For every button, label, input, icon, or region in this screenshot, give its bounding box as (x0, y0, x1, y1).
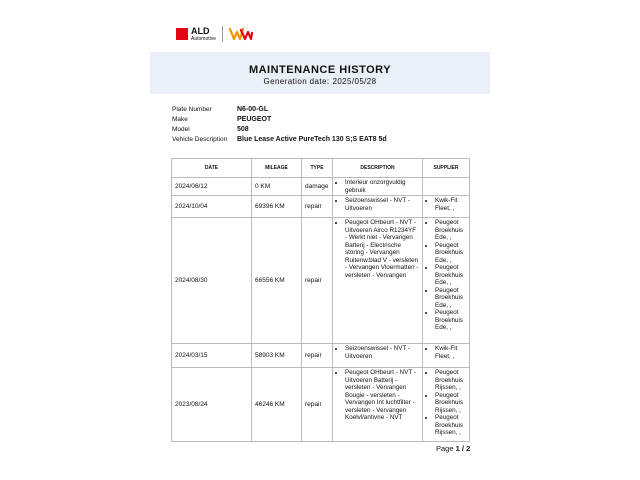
description-cell (333, 178, 423, 196)
vehicle-info (172, 104, 387, 144)
page-total: 2 (466, 444, 471, 453)
description-list (336, 179, 419, 194)
page-title: MAINTENANCE HISTORY (248, 64, 392, 76)
supplier-item: • Peugeot Broekhuis Ede, , (435, 242, 466, 265)
description-list (336, 345, 419, 360)
table-row (172, 196, 470, 218)
supplier-item: • Peugeot Broekhuis Ede, , (435, 264, 466, 287)
supplier-cell (423, 344, 470, 368)
generation-date-label: Generation date: (263, 77, 330, 86)
column-header: DATE (172, 159, 252, 178)
vehicle-info-value: PEUGEOT (237, 115, 272, 123)
supplier-list (426, 197, 466, 212)
description-item: • Interieur onzorgvuldig gebruik (345, 179, 419, 194)
vehicle-info-row (172, 124, 387, 134)
type-cell: repair (302, 344, 333, 368)
supplier-item: • Peugeot Broekhuis Ede, , (435, 309, 466, 332)
supplier-list (426, 219, 466, 332)
type-cell: repair (302, 196, 333, 218)
vehicle-info-label: Plate Number (172, 105, 212, 113)
description-item: • Peugeot OHbeurt - NVT - Uitvoeren Airco R1234YF - Werkt niet - Vervangen Batterij - Electrische storing - Vervangen Ruitenw.blad V - versleten - Vervangen Vloermatten - versleten - Vervangen (345, 219, 419, 279)
description-item: • Seizoenswissel - NVT - Uitvoeren (345, 197, 419, 212)
description-cell (333, 218, 423, 344)
vehicle-info-row (172, 104, 387, 114)
vehicle-info-label: Make (172, 115, 188, 123)
vehicle-info-row (172, 134, 387, 144)
page-separator: / (461, 444, 464, 453)
generation-date-line (150, 77, 490, 86)
maintenance-table (171, 158, 470, 442)
description-item: • Seizoenswissel - NVT - Uitvoeren (345, 345, 419, 360)
supplier-item: • Peugeot Broekhuis Rijssen, , (435, 392, 466, 415)
partner-logo-icon (229, 27, 253, 41)
table-row (172, 178, 470, 196)
vehicle-info-label: Vehicle Description (172, 135, 228, 143)
supplier-cell (423, 368, 470, 442)
mileage-cell: 46246 KM (252, 368, 302, 442)
logo-area (176, 24, 253, 44)
description-list (336, 219, 419, 279)
page-current: 1 (455, 444, 460, 453)
type-cell: repair (302, 368, 333, 442)
date-cell: 2024/06/12 (172, 178, 252, 196)
supplier-cell (423, 218, 470, 344)
date-cell: 2023/08/24 (172, 368, 252, 442)
column-header: TYPE (302, 159, 333, 178)
date-cell: 2024/03/15 (172, 344, 252, 368)
description-cell (333, 344, 423, 368)
supplier-item: • Peugeot Broekhuis Rijssen, , (435, 414, 466, 437)
description-cell (333, 196, 423, 218)
vehicle-info-label: Model (172, 125, 190, 133)
vehicle-info-value: N6-00-GL (237, 105, 269, 113)
mileage-cell: 66556 KM (252, 218, 302, 344)
supplier-list (426, 345, 466, 360)
date-cell: 2024/10/04 (172, 196, 252, 218)
date-cell: 2024/08/30 (172, 218, 252, 344)
supplier-item: • Peugeot Broekhuis Rijssen, , (435, 369, 466, 392)
column-header: DESCRIPTION (333, 159, 423, 178)
column-header: SUPPLIER (423, 159, 470, 178)
description-list (336, 369, 419, 422)
supplier-list (426, 369, 466, 437)
ald-logo-mark (176, 28, 188, 40)
column-header: MILEAGE (252, 159, 302, 178)
vehicle-info-value: 508 (237, 125, 249, 133)
type-cell: damage (302, 178, 333, 196)
page-footer (436, 444, 470, 453)
table-row (172, 218, 470, 344)
table-row (172, 344, 470, 368)
mileage-cell: 69396 KM (252, 196, 302, 218)
description-list (336, 197, 419, 212)
ald-logo-text (191, 27, 216, 42)
supplier-cell (423, 196, 470, 218)
supplier-item: • Peugeot Broekhuis Ede, , (435, 219, 466, 242)
description-item: • Peugeot OHbeurt - NVT - Uitvoeren Batterij - versleten - Vervangen Bougie - versleten - Vervangen Int luchtfilter - versleten - Vervangen Koelvl/antivrie - NVT (345, 369, 419, 422)
ald-logo-name: ALD (191, 25, 210, 36)
logo-divider (222, 26, 223, 42)
generation-date-value: 2025/05/28 (332, 77, 377, 86)
vehicle-info-row (172, 114, 387, 124)
page-label: Page (436, 444, 454, 453)
mileage-cell: 58903 KM (252, 344, 302, 368)
description-cell (333, 368, 423, 442)
report-header (150, 52, 490, 94)
supplier-item: • Kwik-Fit Fleet, , (435, 345, 466, 360)
table-row (172, 368, 470, 442)
supplier-item: • Peugeot Broekhuis Ede, , (435, 287, 466, 310)
vehicle-info-value: Blue Lease Active PureTech 130 S;S EAT8 5d (237, 135, 387, 143)
mileage-cell: 0 KM (252, 178, 302, 196)
supplier-cell (423, 178, 470, 196)
supplier-item: • Kwik-Fit Fleet, , (435, 197, 466, 212)
type-cell: repair (302, 218, 333, 344)
ald-logo-sub: Automotive (191, 35, 217, 42)
